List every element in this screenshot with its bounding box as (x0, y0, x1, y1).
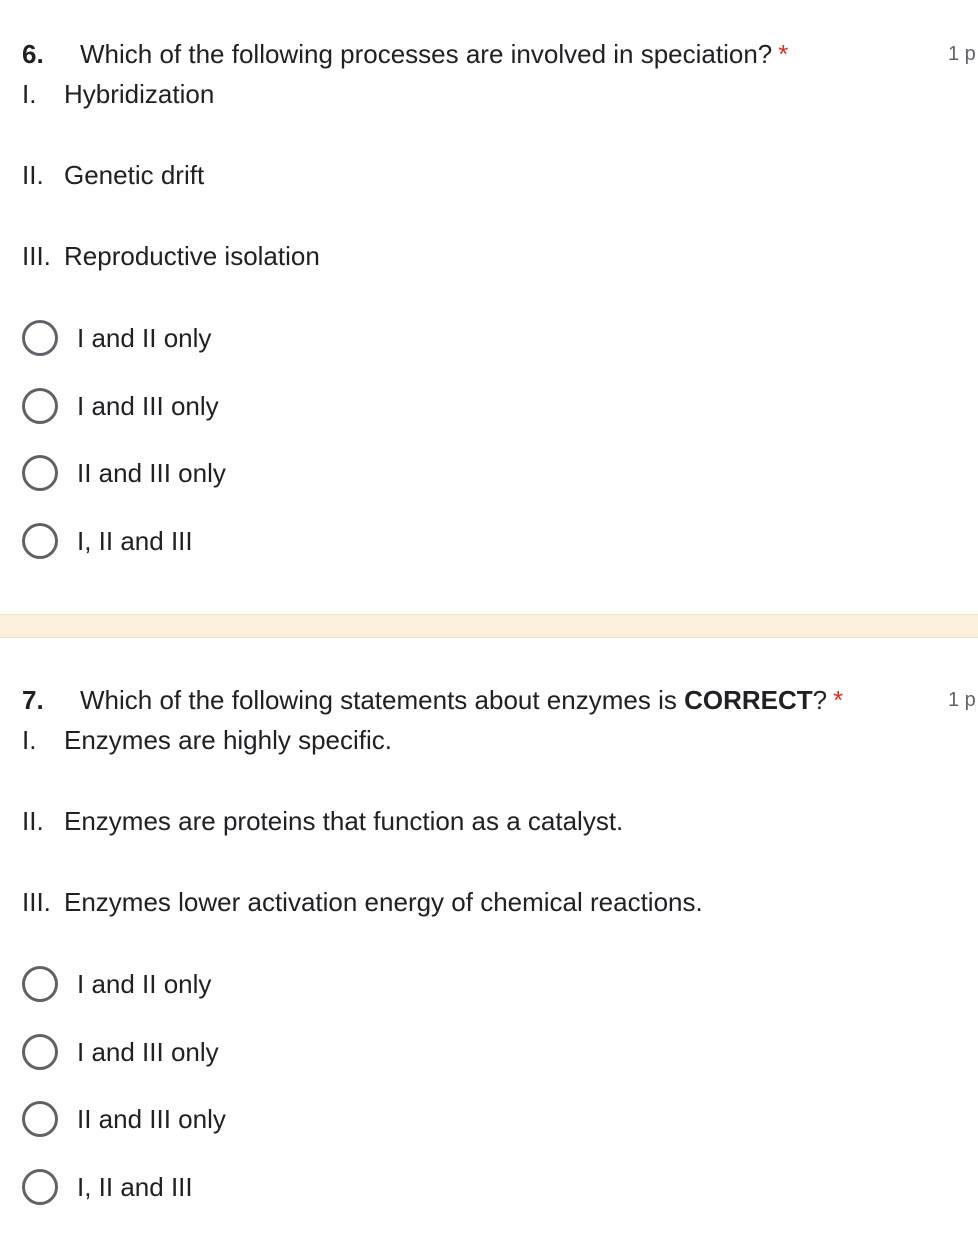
option-label: II and III only (77, 1104, 226, 1134)
statement-numeral: I. (22, 725, 37, 755)
statement-numeral: III. (22, 887, 51, 917)
required-asterisk: * (833, 685, 844, 715)
statement-2 (22, 803, 623, 839)
question-text-after: ? (812, 685, 828, 715)
radio-button[interactable] (22, 320, 58, 356)
statement-3 (22, 238, 320, 274)
question-text (80, 682, 843, 718)
question-header (0, 36, 978, 72)
question-number: 6. (22, 39, 44, 69)
radio-button[interactable] (22, 1169, 58, 1205)
question-text (80, 36, 788, 72)
statement-text: Hybridization (64, 79, 215, 109)
radio-button[interactable] (22, 1034, 58, 1070)
statement-numeral: III. (22, 241, 51, 271)
statement-1 (22, 76, 214, 112)
option-label: I and II only (77, 969, 212, 999)
points-label: 1 p (948, 43, 976, 65)
question-number: 7. (22, 685, 44, 715)
option-label: I and III only (77, 1037, 219, 1067)
section-divider (0, 614, 978, 638)
statement-2 (22, 157, 204, 193)
question-header (0, 682, 978, 718)
question-text-content: Which of the following processes are involved in speciation? (80, 39, 773, 69)
option-label: I, II and III (77, 526, 193, 556)
question-text-before: Which of the following statements about enzymes is (80, 685, 685, 715)
points-label: 1 p (948, 689, 976, 711)
question-text-emphasis: CORRECT (684, 685, 813, 715)
statement-text: Reproductive isolation (64, 241, 320, 271)
option-label: I and II only (77, 323, 212, 353)
statement-numeral: I. (22, 79, 37, 109)
statement-text: Enzymes are highly specific. (64, 725, 393, 755)
statement-text: Enzymes are proteins that function as a catalyst. (64, 806, 624, 836)
statement-text: Enzymes lower activation energy of chemical reactions. (64, 887, 703, 917)
radio-button[interactable] (22, 388, 58, 424)
statement-3 (22, 884, 703, 920)
statement-numeral: II. (22, 806, 44, 836)
radio-button[interactable] (22, 523, 58, 559)
option-label: I, II and III (77, 1172, 193, 1202)
statement-text: Genetic drift (64, 160, 205, 190)
radio-button[interactable] (22, 455, 58, 491)
option-label: I and III only (77, 391, 219, 421)
radio-button[interactable] (22, 1101, 58, 1137)
statement-1 (22, 722, 392, 758)
option-label: II and III only (77, 458, 226, 488)
radio-button[interactable] (22, 966, 58, 1002)
statement-numeral: II. (22, 160, 44, 190)
required-asterisk: * (778, 39, 789, 69)
